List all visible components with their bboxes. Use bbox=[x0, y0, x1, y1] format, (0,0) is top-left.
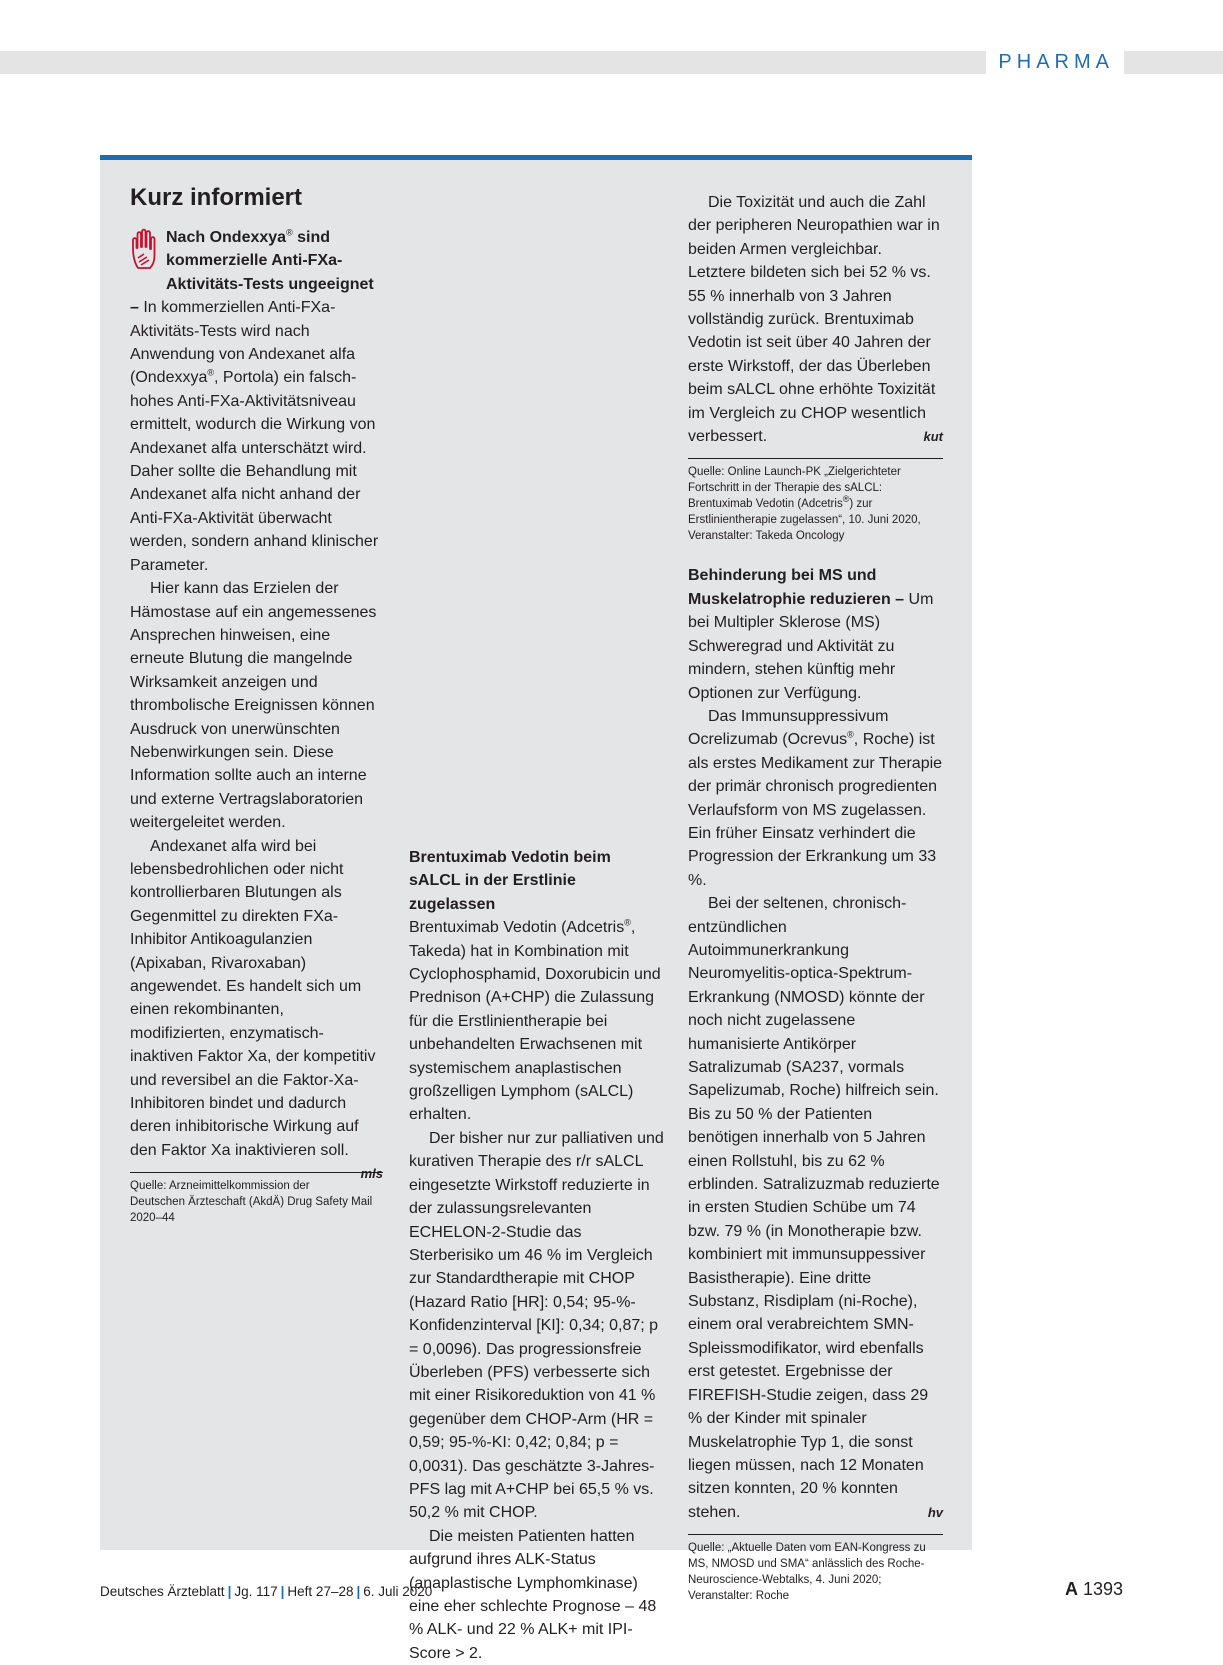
registered-mark: ® bbox=[624, 917, 631, 928]
brentuximab-p1-b: , Takeda) hat in Kombination mit Cyclophosphamid, Doxorubicin und Prednison (A+CHP) die Zulassung für die Erstlinientherapie bei unbehandelten Erwachsenen mit systemischem anaplastischen großzelligen Lymphom (sALCL) erhalten. bbox=[409, 919, 661, 1124]
author-kut: kut bbox=[923, 429, 943, 445]
column-3 bbox=[688, 191, 943, 1604]
source-brentuximab-a: Quelle: Online Launch-PK „Zielgerichteter Fortschritt in der Therapie des sALCL: Brentuximab Vedotin (Adcetris bbox=[688, 466, 901, 511]
ondexxya-p2: Hier kann das Erzielen der Hämostase auf ein angemessenes Ansprechen hinweisen, eine erneute Blutung die mangelnde Wirksamkeit anzeigen und thrombolische Ereignissen können Ausdruck von unerwünschten Nebenwirkungen sein. Diese Information sollte auch an interne und externe Vertragslaboratorien weitergeleitet werden. bbox=[130, 580, 377, 832]
footer-date: 6. Juli 2020 bbox=[363, 1584, 433, 1599]
ondexxya-p1-a: In kommerziellen Anti-FXa-Aktivitäts-Tests wird nach Anwendung von Andexanet alfa (Ondexxya bbox=[130, 299, 356, 387]
registered-mark: ® bbox=[207, 368, 215, 379]
page-number bbox=[1065, 1579, 1123, 1600]
hand-warning-icon bbox=[130, 228, 162, 274]
brentuximab-p1-a: Brentuximab Vedotin (Adcetris bbox=[409, 919, 625, 937]
author-hv: hv bbox=[927, 1504, 943, 1520]
brentuximab-p4-wrap bbox=[688, 191, 943, 448]
footer-citation: Deutsches Ärzteblatt | Jg. 117 | Heft 27–28 | 6. Juli 2020 bbox=[100, 1584, 433, 1599]
footer-journal: Deutsches Ärzteblatt bbox=[100, 1584, 225, 1599]
headline-ms: Behinderung bei MS und Muskelatrophie reduzieren – bbox=[688, 567, 909, 608]
ms-p1: Um bei Multipler Sklerose (MS) Schweregrad und Aktivität zu mindern, stehen künftig mehr Optionen zur Verfügung. bbox=[688, 590, 934, 702]
section-label: PHARMA bbox=[986, 49, 1124, 75]
brentuximab-p4: Die Toxizität und auch die Zahl der peripheren Neuropathien war in beiden Armen vergleichbar. Letztere bildeten sich bei 52 % vs. 55 % innerhalb von 3 Jahren vollständig zurück. Brentuximab Vedotin ist seit über 40 Jahren der erste Wirkstoff, der das Überleben beim sALCL ohne erhöhte Toxizität im Vergleich zu CHOP wesentlich verbessert. bbox=[688, 194, 940, 446]
page-prefix: A bbox=[1064, 1579, 1078, 1599]
source-ms: Quelle: „Aktuelle Daten vom EAN-Kongress zu MS, NMOSD und SMA“ anlässlich des Roche-Neuroscience-Webtalks, 4. Juni 2020; Veranstalter: Roche bbox=[688, 1534, 943, 1604]
registered-mark: ® bbox=[286, 227, 293, 238]
headline-ondexxya-b: sind kommerzielle Anti-FXa-Aktivitäts-Tests ungeeignet – bbox=[130, 229, 374, 317]
brentuximab-p3: Die meisten Patienten hatten aufgrund ihres ALK-Status (anaplastische Lymphomkinase) eine eher schlechte Prognose – 48 % ALK- und 22 % ALK+ mit IPI-Score > 2. bbox=[409, 1527, 657, 1662]
registered-mark: ® bbox=[842, 494, 850, 505]
footer-issue: Heft 27–28 bbox=[287, 1584, 354, 1599]
brentuximab-p2: Der bisher nur zur palliativen und kurativen Therapie des r/r sALCL eingesetzte Wirkstoff reduzierte in der zulassungsrelevanten ECHELON-2-Studie das Sterberisiko um 46 % im Vergleich zur Standardtherapie mit CHOP (Hazard Ratio [HR]: 0,54; 95-%-Konfidenzinterval [KI]: 0,34; 0,87; p = 0,0096). Das progressionsfreie Überleben (PFS) verbesserte sich mit einer Risikoreduktion von 41 % gegenüber dem CHOP-Arm (HR = 0,59; 95-%-KI: 0,42; 0,84; p = 0,0031). Das geschätzte 3-Jahres-PFS lag mit A+CHP bei 65,5 % vs. 50,2 % mit CHOP. bbox=[409, 1129, 664, 1522]
registered-mark: ® bbox=[847, 729, 854, 740]
source-ondexxya: Quelle: Arzneimittelkommission der Deutschen Ärzteschaft (AkdÄ) Drug Safety Mail 2020–44 bbox=[130, 1172, 383, 1226]
column-1 bbox=[130, 182, 383, 1226]
box-title: Kurz informiert bbox=[130, 184, 303, 211]
source-brentuximab-b: ) zur Erstlinientherapie zugelassen“, 10. Juni 2020, Veranstalter: Takeda Oncology bbox=[688, 498, 921, 543]
ondexxya-p3: Andexanet alfa wird bei lebensbedrohlichen oder nicht kontrollierbaren Blutungen als Gegenmittel zu direkten FXa-Inhibitor Antikoagulanzien (Apixaban, Rivaroxaban) angewendet. Es handelt sich um einen rekombinanten, modifizierten, enzymatisch-inaktiven Faktor Xa, der kompetitiv und reversibel an die Faktor-Xa-Inhibitoren bindet und dadurch deren inhibitorische Wirkung auf den Faktor Xa inaktivieren soll. bbox=[130, 837, 376, 1159]
headline-ondexxya-a: Nach Ondexxya bbox=[166, 229, 287, 246]
ondexxya-p1-b: , Portola) ein falsch-hohes Anti-FXa-Aktivitätsniveau ermittelt, wodurch die Wirkung von Andexanet alfa unterschätzt wird. Daher sollte die Behandlung mit Andexanet alfa nicht anhand der Anti-FXa-Aktivität überwacht werden, sondern anhand klinischer Parameter. bbox=[130, 369, 379, 574]
footer-volume: Jg. 117 bbox=[234, 1584, 278, 1599]
ms-p3: Bei der seltenen, chronisch-entzündlichen Autoimmunerkrankung Neuromyelitis-optica-Spektrum-Erkrankung (NMOSD) könnte der noch nicht zugelassene humanisierte Antikörper Satralizumab (SA237, vormals Sapelizumab, Roche) hilfreich sein. Bis zu 50 % der Patienten benötigen innerhalb von 5 Jahren einen Rollstuhl, bis zu 62 % erblinden. Satralizuzmab reduzierte in ersten Studien Schübe um 74 bzw. 79 % (in Monotherapie bzw. kombiniert mit immunsuppessiver Basistherapie). Eine dritte Substanz, Risdiplam (ni-Roche), einem oral verabreichtem SMN-Spleissmodifikator, wird ebenfalls erst getestet. Ergebnisse der FIREFISH-Studie zeigen, dass 29 % der Kinder mit spinaler Muskelatrophie Typ 1, die sonst liegen müssen, nach 12 Monaten sitzen konnten, 20 % konnten stehen. bbox=[688, 895, 940, 1521]
column-2 bbox=[409, 846, 664, 1665]
ms-p2-b: , Roche) ist als erstes Medikament zur Therapie der primär chronisch progredienten Verlaufsform von MS zugelassen. Ein früher Einsatz verhindert die Progression der Erkrankung um 33 %. bbox=[688, 731, 943, 889]
author-mls: mls bbox=[360, 1166, 383, 1182]
article-ondexxya bbox=[130, 226, 383, 1226]
headline-brentuximab: Brentuximab Vedotin beim sALCL in der Erstlinie zugelassen bbox=[409, 849, 611, 913]
page-number-value: 1393 bbox=[1082, 1579, 1123, 1599]
source-brentuximab bbox=[688, 458, 943, 544]
ms-p2-a: Das Immunsuppressivum Ocrelizumab (Ocrevus bbox=[688, 707, 889, 749]
